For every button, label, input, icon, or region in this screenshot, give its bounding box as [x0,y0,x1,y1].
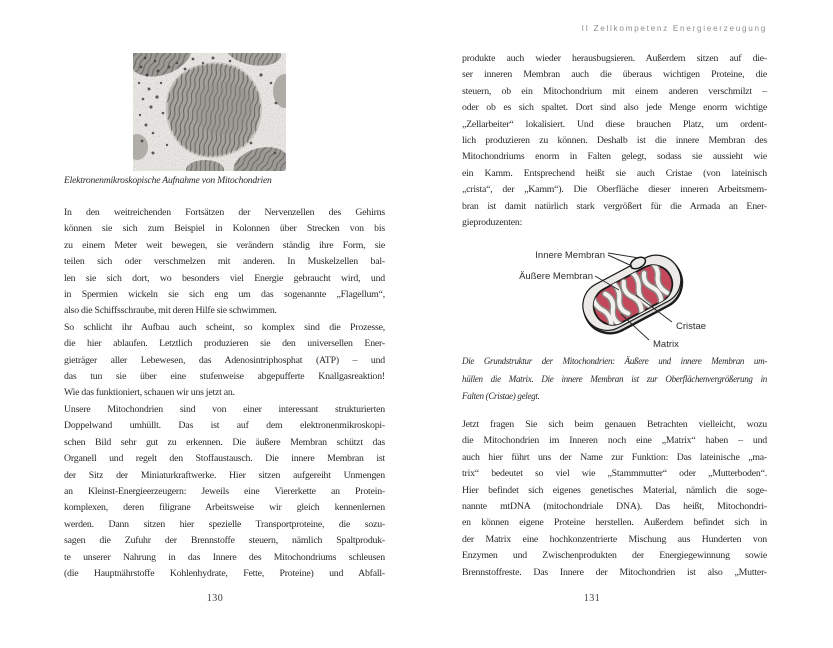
text-line: te unserer Nahrung in das Innere des Mitochondriums schleusen [64,551,385,563]
left-body-text [64,205,385,582]
text-line: ein Kamm. Entsprechend heißt sie auch Cristae (von lateinisch [462,167,767,179]
page-number-left: 130 [206,593,224,604]
text-line: Die Grundstruktur der Mitochondrien: Äußere und innere Membran um- [462,356,767,366]
text-line: also die Schiffsschraube, mit deren Hilfe sie schwimmen. [64,305,277,317]
label-outer-membrane: Äußere Membran [519,271,593,282]
photo-caption: Elektronenmikroskopische Aufnahme von Mitochondrien [64,175,272,186]
em-photo-image [133,53,286,171]
text-line: Mitochondriums enorm in Falten gelegt, sodass sie aussieht wie [462,151,767,163]
text-line: (die Hauptnährstoffe Kohlenhydrate, Fette, Proteine) und Abfall- [64,567,385,579]
text-line: en können eigene Proteine herstellen. Außerdem befindet sich in [462,517,767,529]
text-line: gieträger aller Lebewesen, das Adenosintriphosphat (ATP) – und [64,354,385,366]
text-line: steuern, ob ein Mitochondrium mit einem anderen verschmilzt – [462,85,767,97]
text-line: werden. Dann sitzen hier spezielle Transportproteine, die sozu- [64,518,385,530]
text-line: Falten (Cristae) gelegt. [462,391,540,402]
text-line: Unsere Mitochondrien sind von einer interessant strukturierten [64,403,385,415]
text-line: „Zellarbeiter“ lokalisiert. Und diese brauchen Platz, um ordent- [462,118,767,130]
text-line: In den weitreichenden Fortsätzen der Nervenzellen des Gehirns [64,207,385,218]
text-line: der Matrix eine hochkonzentrierte Mischung aus Hunderten von [462,533,767,545]
text-line: gieproduzenten: [462,217,523,229]
page-number-right: 131 [583,593,601,604]
text-line: Brennstoffreste. Das Innere der Mitochondrien ist also „Mutter- [462,566,767,578]
text-line: in Spermien wickeln sie sich eng um das sogenannte „Flagellum“, [64,289,385,301]
text-line: „crista“, der „Kamm“). Die Oberfläche dieser inneren Arbeitsmem- [462,184,767,196]
text-line: komplexen, deren filigrane Arbeitsweise wir gleich kennenlernen [64,502,385,514]
text-line: Doppelwand umhüllt. Das ist auf dem elektronenmikroskopi- [64,420,385,432]
text-line: die hier ablaufen. Letztlich produzieren sie den universellen Ener- [64,338,385,350]
right-body-text-1 [462,51,767,231]
text-line: sagen die Zufuhr der Brennstoffe steuern, nämlich Spaltproduk- [64,535,385,547]
running-header: II Zellkompetenz Energieerzeugung [581,24,767,33]
text-line: hüllen die Matrix. Die innere Membran ist zur Oberflächenvergrößerung in [462,373,767,384]
mitochondrion-diagram [462,238,767,352]
text-line: der Sitz der Miniaturkraftwerke. Hier sitzen aufgereiht Unmengen [64,469,385,481]
text-line: nannte mtDNA (mitochondriale DNA). Das heißt, Mitochondri- [462,501,767,513]
text-line: bran ist damit natürlich stark vergrößert für die Armada an Ener- [462,200,767,212]
text-line: teilen sich oder verschmelzen mit anderen. In Muskelzellen bal- [64,256,385,268]
label-cristae: Cristae [676,321,707,332]
label-matrix: Matrix [653,339,679,350]
text-line: Wie das funktioniert, schauen wir uns jetzt an. [64,387,235,399]
text-line: das tun sie über eine stufenweise abgepufferte Knallgasreaktion! [64,371,385,383]
figure-caption [462,353,767,406]
text-line: trix“ bedeutet so viel wie „Stammmutter“ oder „Mutterboden“. [462,468,767,480]
text-line: können sie sich zum Beispiel in Kolonnen über Strecken von bis [64,223,385,235]
text-line: Hier befindet sich eigenes genetisches Material, nämlich die soge- [462,484,767,496]
text-line: ser inneren Membran auch die überaus wichtigen Proteine, die [462,69,767,81]
text-line: die Mitochondrien im Inneren noch eine „Matrix“ haben – und [462,435,767,447]
text-line: lich produzieren zu können. Deshalb ist die innere Membran des [462,135,767,147]
text-line: Enzymen und Zwischenprodukten der Energiegewinnung sowie [462,550,767,562]
text-line: oder ob es sich spaltet. Dort sind also jede Menge enorm wichtige [462,102,767,114]
text-line: len sie sich dort, wo besonders viel Energie gebraucht wird, und [64,272,385,284]
text-line: So schlicht ihr Aufbau auch scheint, so komplex sind die Prozesse, [64,321,385,333]
text-line: Organell und regelt den Stoffaustausch. Die innere Membran ist [64,453,385,465]
label-inner-membrane: Innere Membran [535,250,605,261]
text-line: schen Bild sehr gut zu erkennen. Die äußere Membran schützt das [64,436,385,448]
right-body-text-2 [462,417,767,581]
text-line: produkte auch wieder herausbugsieren. Außerdem sitzen auf die- [462,53,767,64]
text-line: auch hier führt uns der Name zur Funktion: Das lateinische „ma- [462,451,767,463]
text-line: zu einem Meter weit bewegen, sie verändern ständig ihre Form, sie [64,239,385,251]
text-line: Jetzt fragen Sie sich beim genauen Betrachten vielleicht, wozu [462,419,767,430]
text-line: an Kleinst-Energieerzeugern: Jeweils eine Viererkette an Protein- [64,485,385,497]
